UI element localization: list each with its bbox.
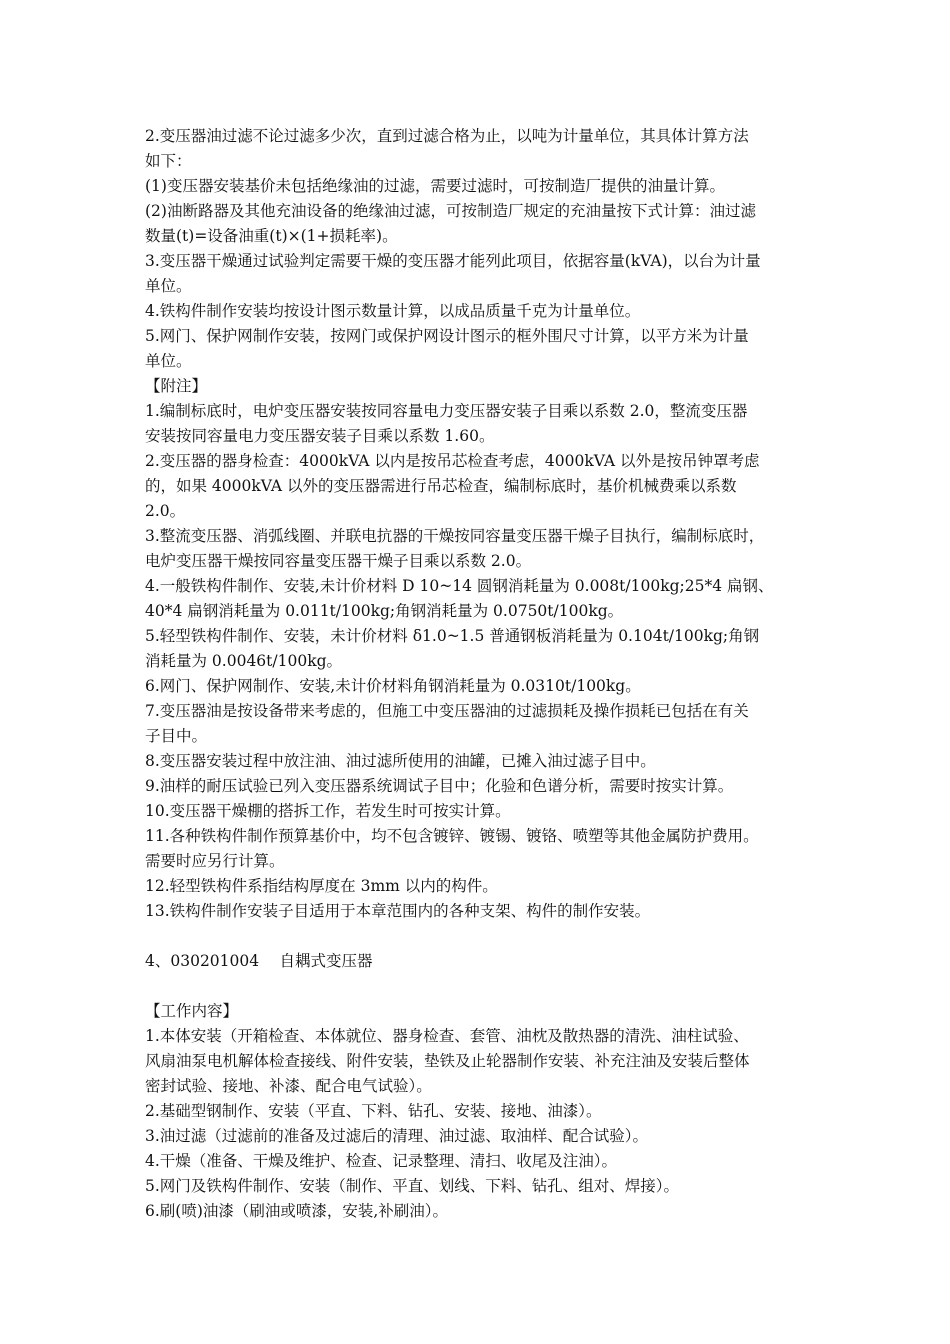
measurement-rules-block — [145, 124, 815, 924]
blank-line — [145, 974, 815, 999]
work-content-block — [145, 999, 815, 1224]
text-line: 【工作内容】 — [145, 1002, 239, 1020]
text-line: 安装按同容量电力变压器安装子目乘以系数 1.60。 — [145, 427, 495, 445]
text-line: 7.变压器油是按设备带来考虑的，但施工中变压器油的过滤损耗及操作损耗已包括在有关 — [145, 702, 749, 720]
text-line: 10.变压器干燥棚的搭拆工作，若发生时可按实计算。 — [145, 802, 511, 820]
text-line: 消耗量为 0.0046t/100kg。 — [145, 652, 343, 670]
text-line: 的，如果 4000kVA 以外的变压器需进行吊芯检查，编制标底时，基价机械费乘以系数 — [145, 477, 737, 495]
text-line: 2.0。 — [145, 502, 186, 520]
text-line: 风扇油泵电机解体检查接线、附件安装，垫铁及止轮器制作安装、补充注油及安装后整体 — [145, 1052, 750, 1070]
text-line: 【附注】 — [145, 377, 208, 395]
text-line: 数量(t)=设备油重(t)×(1+损耗率)。 — [145, 227, 398, 245]
text-line: 1.本体安装（开箱检查、本体就位、器身检查、套管、油枕及散热器的清洗、油柱试验、 — [145, 1027, 749, 1045]
text-line: 单位。 — [145, 352, 192, 370]
text-line: 2.变压器的器身检查：4000kVA 以内是按吊芯检查考虑，4000kVA 以外是按吊钟罩考虑 — [145, 452, 760, 470]
text-line: (2)油断路器及其他充油设备的绝缘油过滤，可按制造厂规定的充油量按下式计算：油过滤 — [145, 202, 756, 220]
text-line: 4.铁构件制作安装均按设计图示数量计算，以成品质量千克为计量单位。 — [145, 302, 641, 320]
text-line: 2.基础型钢制作、安装（平直、下料、钻孔、安装、接地、油漆）。 — [145, 1102, 602, 1120]
text-line: 8.变压器安装过程中放注油、油过滤所使用的油罐，已摊入油过滤子目中。 — [145, 752, 656, 770]
document-page — [145, 124, 815, 1224]
text-line: 4.一般铁构件制作、安装,未计价材料 D 10~14 圆钢消耗量为 0.008t/100kg;25*4 扁钢、 — [145, 577, 774, 595]
text-line: 13.铁构件制作安装子目适用于本章范围内的各种支架、构件的制作安装。 — [145, 902, 651, 920]
text-line: 12.轻型铁构件系指结构厚度在 3mm 以内的构件。 — [145, 877, 498, 895]
text-line: 6.网门、保护网制作、安装,未计价材料角钢消耗量为 0.0310t/100kg。 — [145, 677, 641, 695]
text-line: 单位。 — [145, 277, 192, 295]
text-line: 电炉变压器干燥按同容量变压器干燥子目乘以系数 2.0。 — [145, 552, 532, 570]
text-line: 3.变压器干燥通过试验判定需要干燥的变压器才能列此项目，依据容量(kVA)，以台为计量 — [145, 252, 761, 270]
text-line: 2.变压器油过滤不论过滤多少次，直到过滤合格为止，以吨为计量单位，其具体计算方法 — [145, 127, 749, 145]
text-line: 如下： — [145, 152, 192, 170]
text-line: 5.网门、保护网制作安装，按网门或保护网设计图示的框外围尺寸计算，以平方米为计量 — [145, 327, 749, 345]
text-line: 6.刷(喷)油漆（刷油或喷漆，安装,补刷油）。 — [145, 1202, 449, 1220]
text-line: 3.整流变压器、消弧线圈、并联电抗器的干燥按同容量变压器干燥子目执行，编制标底时， — [145, 527, 765, 545]
text-line: 密封试验、接地、补漆、配合电气试验）。 — [145, 1077, 432, 1095]
text-line: 5.轻型铁构件制作、安装，未计价材料 δ1.0~1.5 普通钢板消耗量为 0.104t/100kg;角钢 — [145, 627, 760, 645]
text-line: 子目中。 — [145, 727, 208, 745]
text-line: 40*4 扁钢消耗量为 0.011t/100kg;角钢消耗量为 0.0750t/100kg。 — [145, 602, 624, 620]
text-line: 3.油过滤（过滤前的准备及过滤后的清理、油过滤、取油样、配合试验）。 — [145, 1127, 649, 1145]
blank-line — [145, 924, 815, 949]
text-line: 4.干燥（准备、干燥及维护、检查、记录整理、清扫、收尾及注油）。 — [145, 1152, 618, 1170]
text-line: (1)变压器安装基价未包括绝缘油的过滤，需要过滤时，可按制造厂提供的油量计算。 — [145, 177, 725, 195]
section-heading: 4、030201004 自耦式变压器 — [145, 952, 373, 970]
text-line: 11.各种铁构件制作预算基价中，均不包含镀锌、镀锡、镀铬、喷塑等其他金属防护费用。 — [145, 827, 759, 845]
text-line: 需要时应另行计算。 — [145, 852, 285, 870]
text-line: 5.网门及铁构件制作、安装（制作、平直、划线、下料、钻孔、组对、焊接）。 — [145, 1177, 680, 1195]
text-line: 1.编制标底时，电炉变压器安装按同容量电力变压器安装子目乘以系数 2.0，整流变压器 — [145, 402, 748, 420]
text-line: 9.油样的耐压试验已列入变压器系统调试子目中；化验和色谱分析，需要时按实计算。 — [145, 777, 734, 795]
